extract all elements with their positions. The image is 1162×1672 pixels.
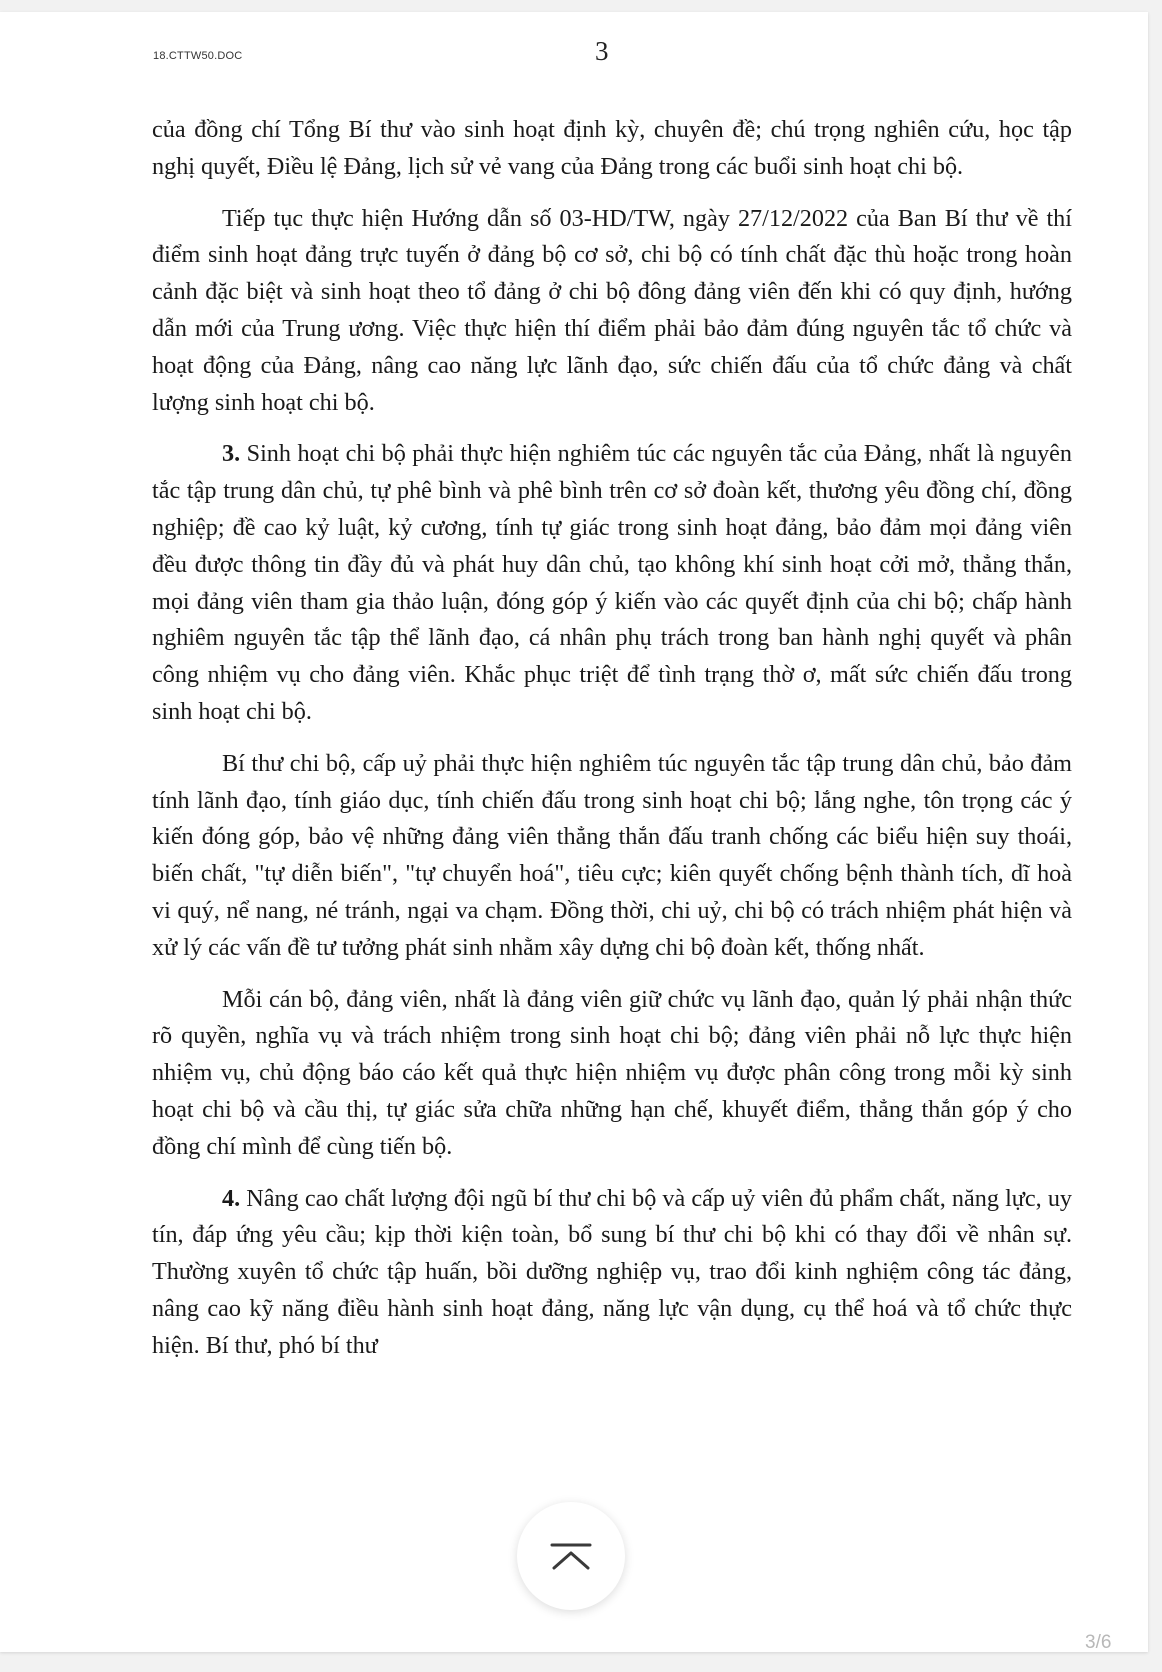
paragraph	[152, 201, 1072, 422]
paragraph-text: Nâng cao chất lượng đội ngũ bí thư chi bộ và cấp uỷ viên đủ phẩm chất, năng lực, uy tín, đáp ứng yêu cầu; kịp thời kiện toàn, bổ sung bí thư chi bộ khi có thay đổi về nhân sự. Thường xuyên tổ chức tập huấn, bồi dưỡng nghiệp vụ, trao đổi kinh nghiệm công tác đảng, nâng cao kỹ năng điều hành sinh hoạt đảng, năng lực vận dụng, cụ thể hoá và tổ chức thực hiện. Bí thư, phó bí thư	[152, 1184, 1073, 1359]
paragraph-text: của đồng chí Tổng Bí thư vào sinh hoạt định kỳ, chuyên đề; chú trọng nghiên cứu, học tập nghị quyết, Điều lệ Đảng, lịch sử vẻ vang của Đảng trong các buổi sinh hoạt chi bộ.	[152, 116, 1072, 180]
paragraph-number: 3.	[222, 440, 247, 468]
document-body	[152, 112, 1072, 1380]
paragraph	[152, 746, 1072, 967]
page-number: 3	[595, 36, 609, 66]
document-filename: 18.CTTW50.DOC	[153, 50, 243, 62]
paragraph	[152, 1181, 1072, 1365]
paragraph-text: Mỗi cán bộ, đảng viên, nhất là đảng viên giữ chức vụ lãnh đạo, quản lý phải nhận thức rõ quyền, nghĩa vụ và trách nhiệm trong sinh hoạt chi bộ; đảng viên phải nỗ lực thực hiện nhiệm vụ, chủ động báo cáo kết quả thực hiện nhiệm vụ được phân công trong mỗi kỳ sinh hoạt chi bộ và cầu thị, tự giác sửa chữa những hạn chế, khuyết điểm, thẳng thắn góp ý cho đồng chí mình để cùng tiến bộ.	[152, 985, 1072, 1160]
paragraph	[152, 982, 1072, 1166]
paragraph-text: Sinh hoạt chi bộ phải thực hiện nghiêm túc các nguyên tắc của Đảng, nhất là nguyên tắc tập trung dân chủ, tự phê bình và phê bình trên cơ sở đoàn kết, thương yêu đồng chí, đồng nghiệp; đề cao kỷ luật, kỷ cương, tính tự giác trong sinh hoạt đảng, bảo đảm mọi đảng viên đều được thông tin đầy đủ và phát huy dân chủ, tạo không khí sinh hoạt cởi mở, thẳng thắn, mọi đảng viên tham gia thảo luận, đóng góp ý kiến vào các quyết định của chi bộ; chấp hành nghiêm nguyên tắc tập thể lãnh đạo, cá nhân phụ trách trong ban hành nghị quyết và phân công nhiệm vụ cho đảng viên. Khắc phục triệt để tình trạng thờ ơ, mất sức chiến đấu trong sinh hoạt chi bộ.	[152, 440, 1072, 725]
paragraph-text: Bí thư chi bộ, cấp uỷ phải thực hiện nghiêm túc nguyên tắc tập trung dân chủ, bảo đảm tính lãnh đạo, tính giáo dục, tính chiến đấu trong sinh hoạt chi bộ; lắng nghe, tôn trọng các ý kiến đóng góp, bảo vệ những đảng viên thẳng thắn đấu tranh chống các biểu hiện suy thoái, biến chất, "tự diễn biến", "tự chuyển hoá", tiêu cực; kiên quyết chống bệnh thành tích, dĩ hoà vi quý, nể nang, né tránh, ngại va chạm. Đồng thời, chi uỷ, chi bộ có trách nhiệm phát hiện và xử lý các vấn đề tư tưởng phát sinh nhằm xây dựng chi bộ đoàn kết, thống nhất.	[152, 749, 1072, 961]
paragraph-text: Tiếp tục thực hiện Hướng dẫn số 03-HD/TW, ngày 27/12/2022 của Ban Bí thư về thí điểm sinh hoạt đảng trực tuyến ở đảng bộ cơ sở, chi bộ có tính chất đặc thù hoặc trong hoàn cảnh đặc biệt và sinh hoạt theo tổ đảng ở chi bộ đông đảng viên đến khi có quy định, hướng dẫn mới của Trung ương. Việc thực hiện thí điểm phải bảo đảm đúng nguyên tắc tổ chức và hoạt động của Đảng, nâng cao năng lực lãnh đạo, sức chiến đấu của tổ chức đảng và chất lượng sinh hoạt chi bộ.	[152, 204, 1072, 416]
page-indicator: 3/6	[1085, 1632, 1112, 1653]
scroll-to-top-button[interactable]	[517, 1502, 625, 1610]
paragraph	[152, 112, 1072, 186]
paragraph-number: 4.	[222, 1184, 247, 1212]
chevron-up-bar-icon	[550, 1542, 592, 1572]
paragraph	[152, 436, 1072, 730]
document-page	[0, 12, 1148, 1652]
